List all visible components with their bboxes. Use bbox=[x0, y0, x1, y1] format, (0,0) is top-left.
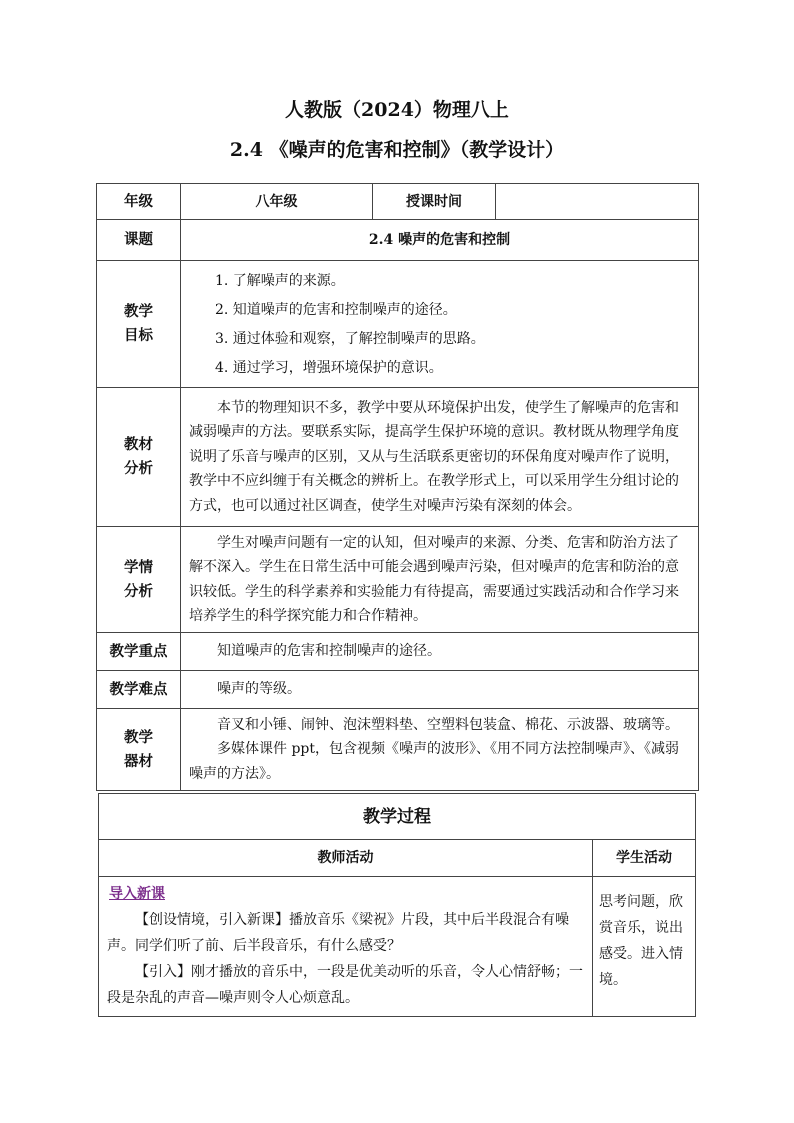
material-analysis bbox=[181, 388, 699, 527]
equipment-label bbox=[97, 709, 181, 791]
student-label-line1: 学情 bbox=[124, 558, 153, 576]
teacher-activity-header: 教师活动 bbox=[99, 840, 593, 877]
student-activity-header: 学生活动 bbox=[593, 840, 696, 877]
material-label bbox=[97, 388, 181, 527]
goal-item: 2. 知道噪声的危害和控制噪声的途径。 bbox=[215, 302, 457, 318]
intro-row bbox=[99, 877, 696, 1017]
time-label: 授课时间 bbox=[373, 184, 496, 220]
key-point-label: 教学重点 bbox=[97, 633, 181, 671]
intro-paragraph-1: 【创设情境，引入新课】播放音乐《梁祝》片段，其中后半段混合有噪声。同学们听了前、后半段音乐，有什么感受？ bbox=[107, 912, 569, 954]
goals-label-line1: 教学 bbox=[124, 303, 153, 320]
key-point-cell bbox=[181, 633, 699, 671]
page-title: 人教版（2024）物理八上 bbox=[285, 99, 509, 121]
difficult-point-text: 噪声的等级。 bbox=[217, 681, 301, 698]
process-title-row bbox=[99, 794, 696, 840]
student-analysis bbox=[181, 527, 699, 633]
student-analysis-text: 学生对噪声问题有一定的认知，但对噪声的来源、分类、危害和防治方法了解不深入。学生在日常生活中可能会遇到噪声污染，但对噪声的危害和防治的意识较低。学生的科学素养和实验能力有待提高，需要通过实践活动和合作学习来培养学生的科学探究能力和合作精神。 bbox=[189, 534, 679, 624]
equipment-label-line2: 器材 bbox=[124, 752, 153, 770]
process-header-row bbox=[99, 840, 696, 877]
intro-paragraph-2: 【引入】刚才播放的音乐中，一段是优美动听的乐音，令人心情舒畅；一段是杂乱的声音—噪声则令人心烦意乱。 bbox=[107, 964, 583, 1006]
lesson-info-table bbox=[96, 183, 699, 791]
grade-label: 年级 bbox=[97, 184, 181, 220]
material-label-line2: 分析 bbox=[124, 460, 153, 477]
process-title: 教学过程 bbox=[99, 794, 696, 840]
student-activity-cell: 思考问题，欣赏音乐，说出感受。进入情境。 bbox=[593, 877, 696, 1017]
topic-label: 课题 bbox=[97, 220, 181, 261]
difficult-point-cell bbox=[181, 671, 699, 709]
difficult-point-row bbox=[97, 671, 699, 709]
material-text: 本节的物理知识不多，教学中要从环境保护出发，使学生了解噪声的危害和减弱噪声的方法。要联系实际，提高学生保护环境的意识。教材既从物理学角度说明了乐音与噪声的区别，又从与生活联系更密切的环保角度对噪声作了说明，教学中不应纠缠于有关概念的辨析上。在教学形式上，可以采用学生分组讨论的方式，也可以通过社区调查，使学生对噪声污染有深刻的体会。 bbox=[189, 399, 679, 514]
grade-value: 八年级 bbox=[181, 184, 373, 220]
grade-row bbox=[97, 184, 699, 220]
goal-item: 4. 通过学习，增强环境保护的意识。 bbox=[215, 360, 443, 376]
goals-list bbox=[181, 261, 699, 388]
equipment-line1: 音叉和小锤、闹钟、泡沫塑料垫、空塑料包装盒、棉花、示波器、玻璃等。 bbox=[217, 716, 679, 733]
material-label-line1: 教材 bbox=[124, 436, 153, 453]
teaching-process-table bbox=[98, 793, 696, 1017]
goals-row bbox=[97, 261, 699, 388]
equipment-cell bbox=[181, 709, 699, 791]
time-value bbox=[496, 184, 699, 220]
teacher-activity-cell bbox=[99, 877, 593, 1017]
goals-label bbox=[97, 261, 181, 388]
goal-item: 1. 了解噪声的来源。 bbox=[215, 273, 345, 289]
key-point-row bbox=[97, 633, 699, 671]
topic-value: 2.4 噪声的危害和控制 bbox=[181, 220, 699, 261]
equipment-line2: 多媒体课件 ppt，包含视频《噪声的波形》、《用不同方法控制噪声》、《减弱噪声的方法》。 bbox=[189, 741, 679, 782]
student-analysis-label bbox=[97, 527, 181, 633]
student-label-line2: 分析 bbox=[124, 582, 153, 600]
equipment-row bbox=[97, 709, 699, 791]
goals-label-line2: 目标 bbox=[124, 327, 153, 344]
student-row bbox=[97, 527, 699, 633]
intro-heading: 导入新课 bbox=[109, 886, 165, 902]
equipment-label-line1: 教学 bbox=[124, 728, 153, 746]
difficult-point-label: 教学难点 bbox=[97, 671, 181, 709]
page-subtitle: 2.4 《噪声的危害和控制》（教学设计） bbox=[229, 139, 565, 161]
material-row bbox=[97, 388, 699, 527]
goal-item: 3. 通过体验和观察，了解控制噪声的思路。 bbox=[215, 331, 485, 347]
key-point-text: 知道噪声的危害和控制噪声的途径。 bbox=[217, 643, 441, 660]
topic-row bbox=[97, 220, 699, 261]
